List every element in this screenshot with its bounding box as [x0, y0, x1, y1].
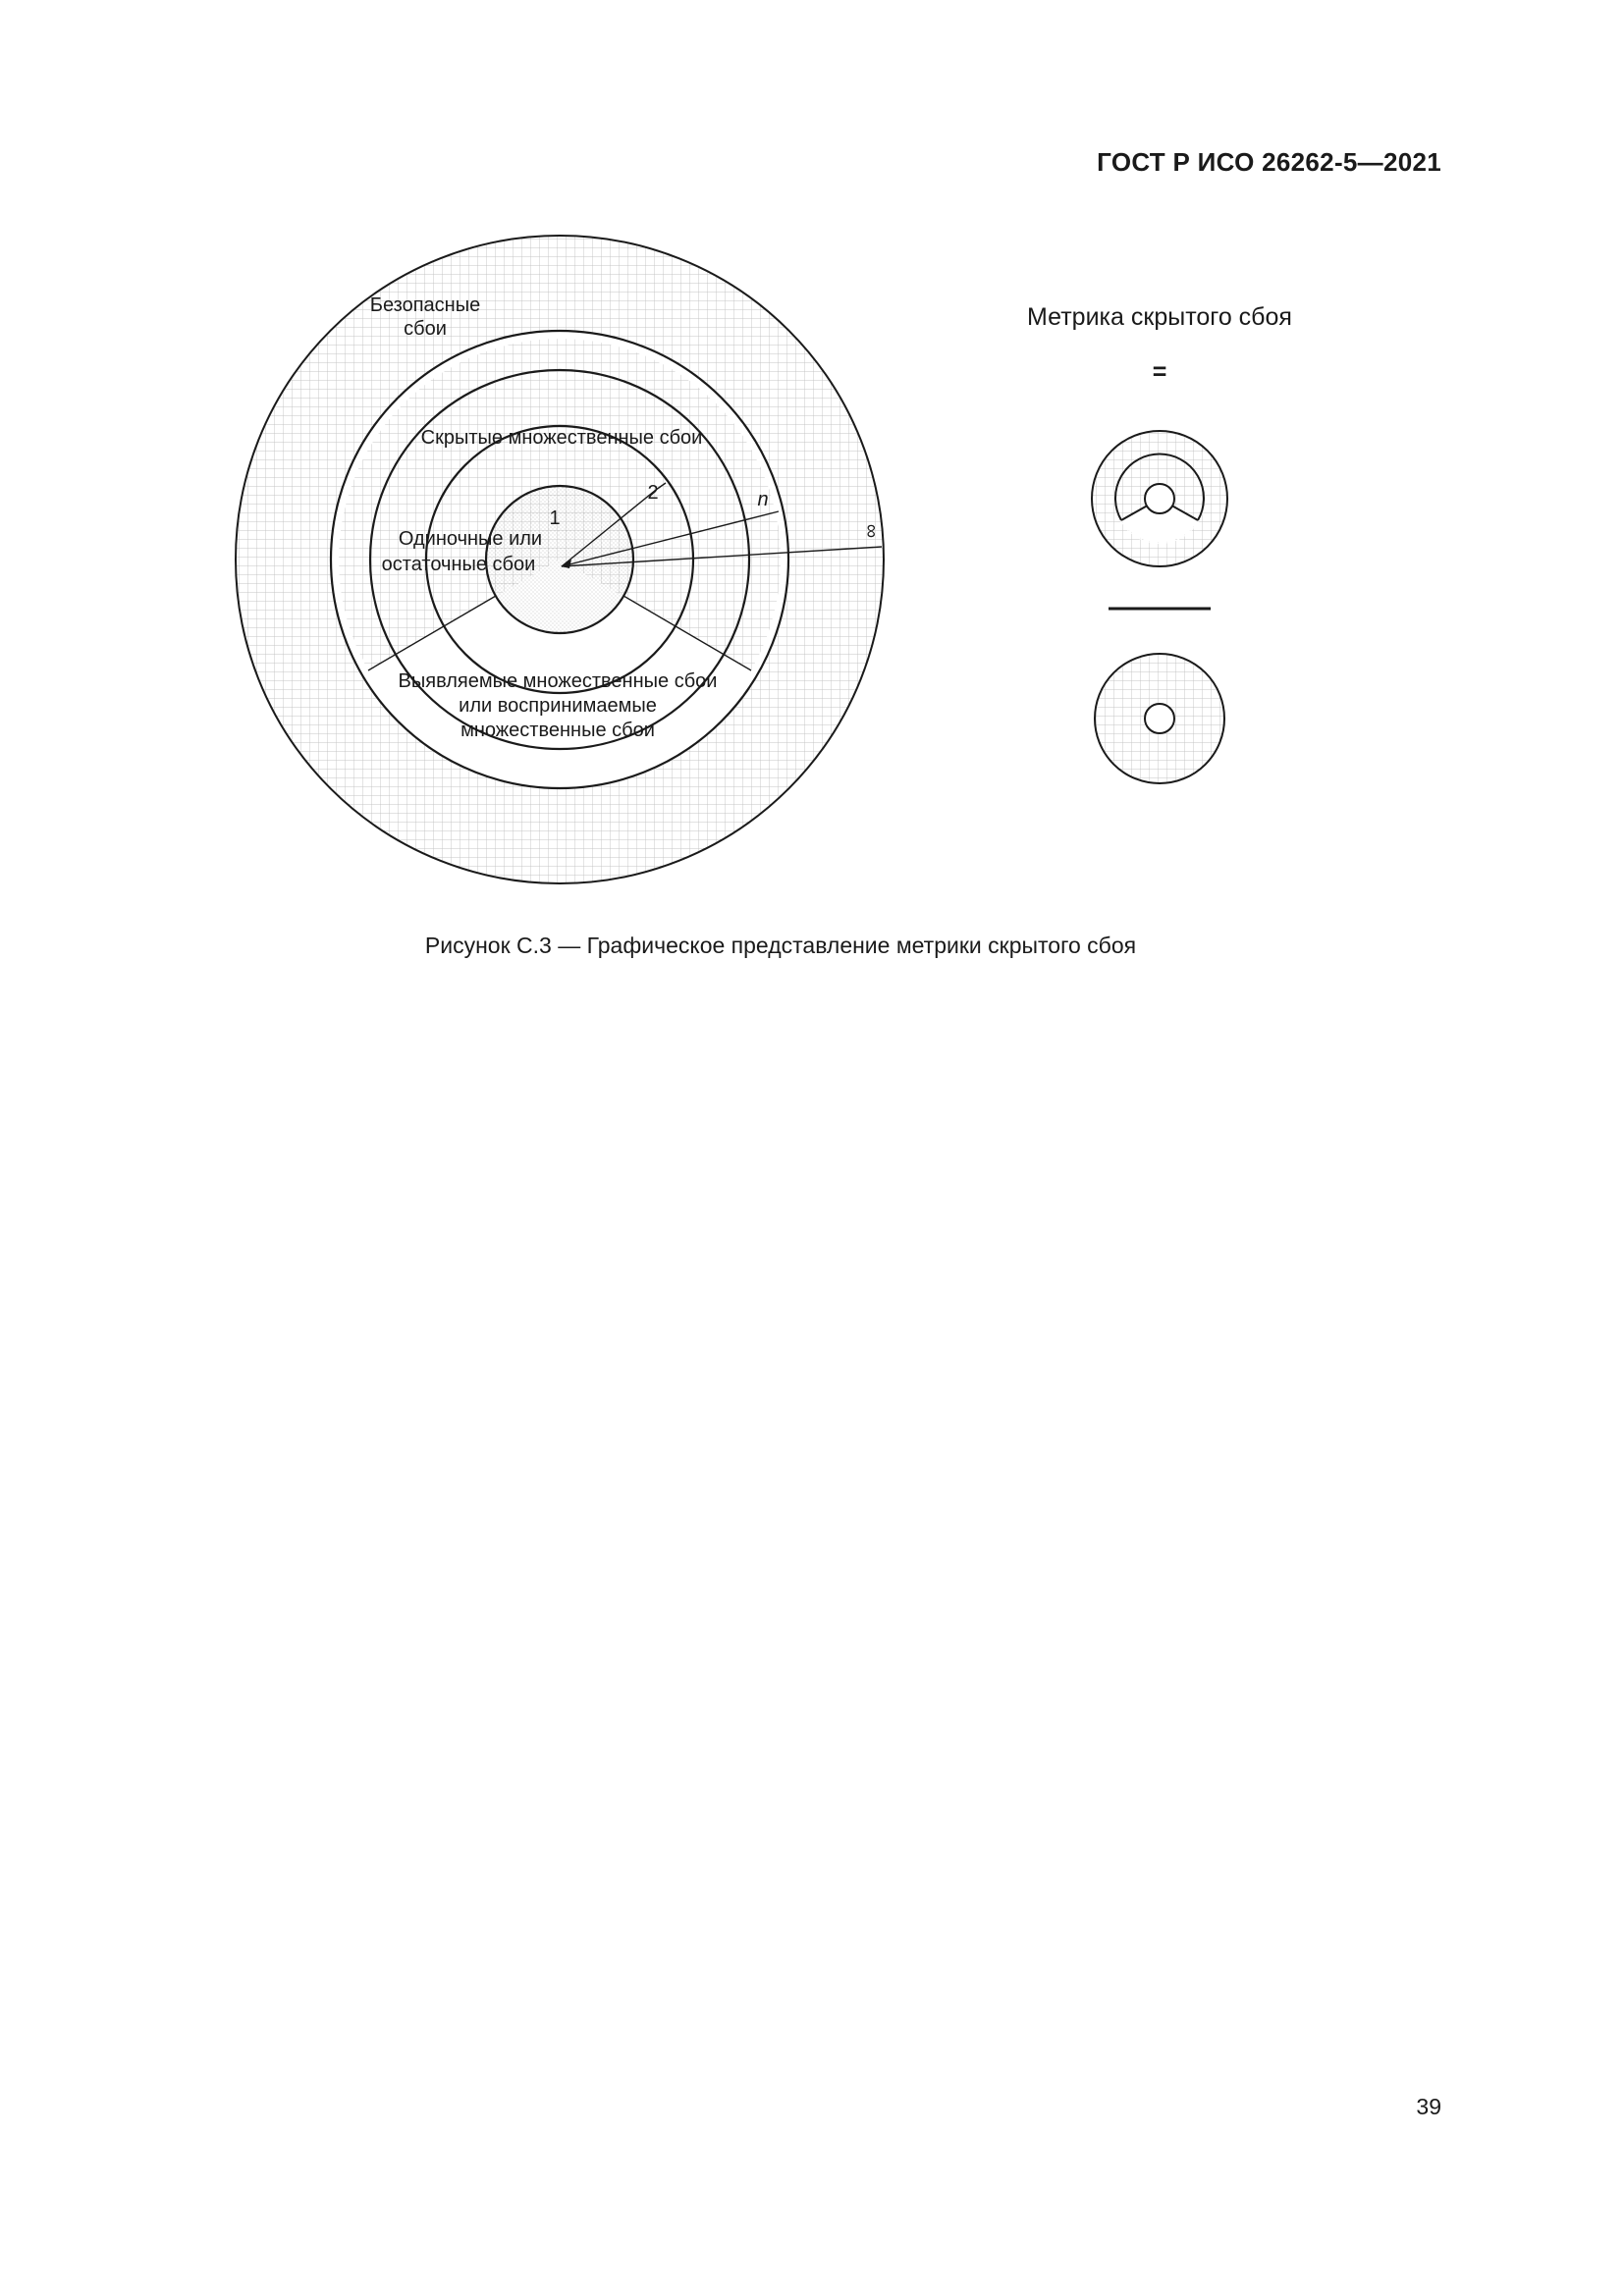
- label-order-inf: ∞: [860, 523, 882, 539]
- denominator-icon: [1095, 654, 1224, 783]
- latent-fault-diagram: [0, 0, 1624, 942]
- document-header: ГОСТ Р ИСО 26262-5—2021: [1097, 147, 1441, 177]
- page-number: 39: [1416, 2094, 1441, 2119]
- equals-sign: =: [1152, 358, 1167, 386]
- label-single-residual-line1: Одиночные или: [398, 528, 543, 550]
- label-detected-line2: или воспринимаемые: [459, 695, 657, 717]
- metric-title: Метрика скрытого сбоя: [1027, 303, 1292, 331]
- label-latent-multiple: Скрытые множественные сбои: [420, 427, 703, 449]
- label-safe-faults-line1: Безопасные: [369, 294, 481, 316]
- figure-caption: Рисунок С.3 — Графическое представление метрики скрытого сбоя: [424, 933, 1137, 958]
- label-order-1: 1: [549, 507, 561, 529]
- label-order-n: n: [757, 489, 769, 510]
- label-detected-line3: множественные сбои: [460, 720, 655, 741]
- latent-fault-metric-formula: [1027, 303, 1292, 783]
- figure-c3: [0, 0, 1624, 942]
- label-detected-line1: Выявляемые множественные сбои: [398, 670, 718, 692]
- label-single-residual-line2: остаточные сбои: [381, 554, 536, 575]
- numerator-icon: [1092, 431, 1227, 566]
- label-order-2: 2: [647, 482, 659, 504]
- main-diagram: [236, 236, 884, 883]
- label-safe-faults-line2: сбои: [404, 318, 447, 340]
